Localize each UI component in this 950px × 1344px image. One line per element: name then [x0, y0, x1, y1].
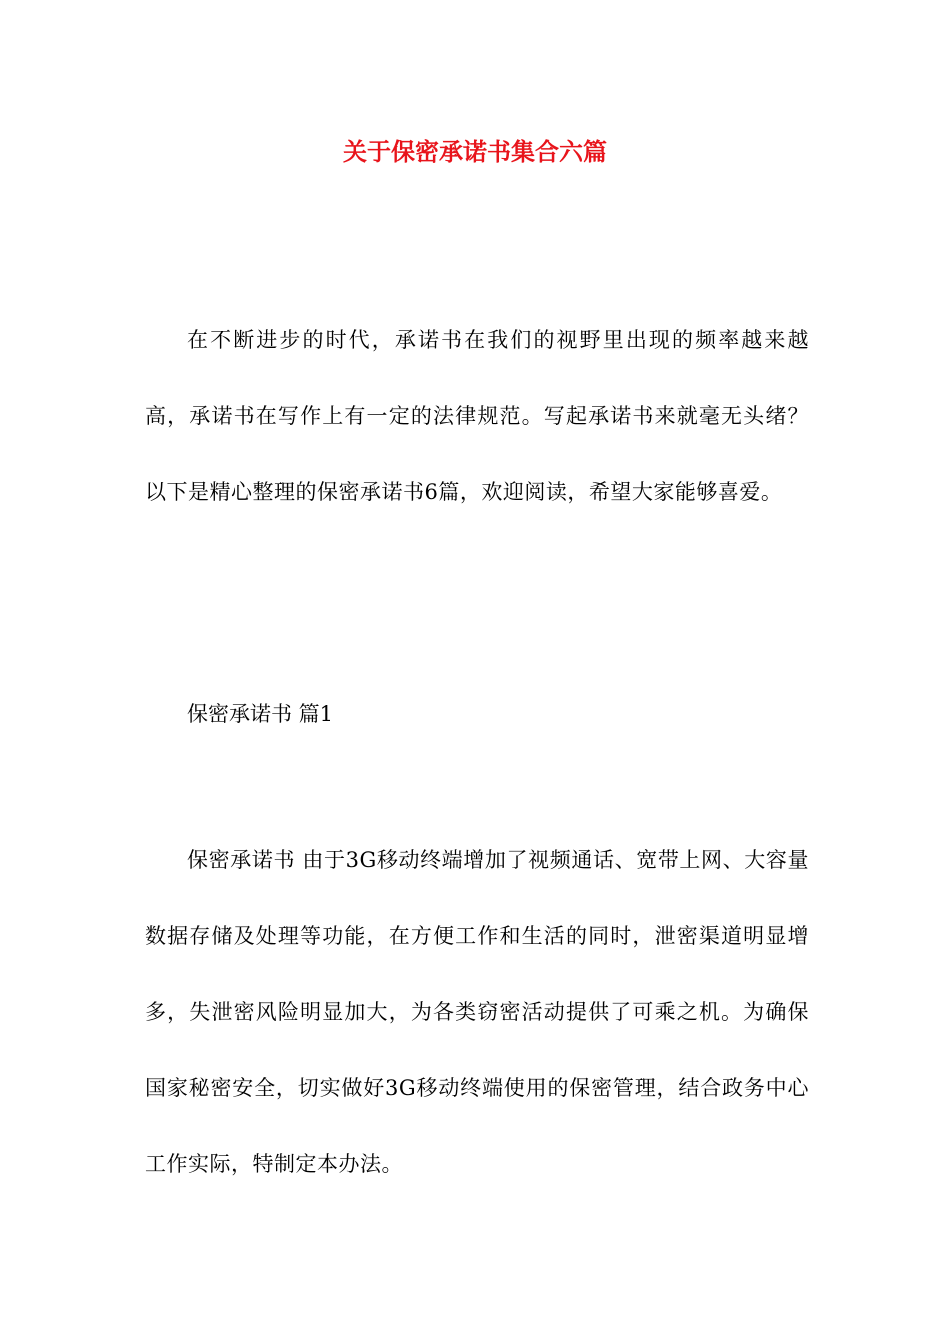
intro-paragraph: 在不断进步的时代，承诺书在我们的视野里出现的频率越来越高，承诺书在写作上有一定的法律规范。写起承诺书来就毫无头绪？以下是精心整理的保密承诺书6篇，欢迎阅读，希望大家能够喜爱。 — [145, 328, 809, 504]
document-title: 关于保密承诺书集合六篇 — [343, 138, 607, 166]
section-heading: 保密承诺书 篇1 — [187, 702, 334, 726]
section-body-paragraph: 保密承诺书 由于3G移动终端增加了视频通话、宽带上网、大容量数据存储及处理等功能，在方便工作和生活的同时，泄密渠道明显增多，失泄密风险明显加大，为各类窃密活动提供了可乘之机。为确保国家秘密安全，切实做好3G移动终端使用的保密管理，结合政务中心工作实际，特制定本办法。 — [145, 848, 809, 1176]
